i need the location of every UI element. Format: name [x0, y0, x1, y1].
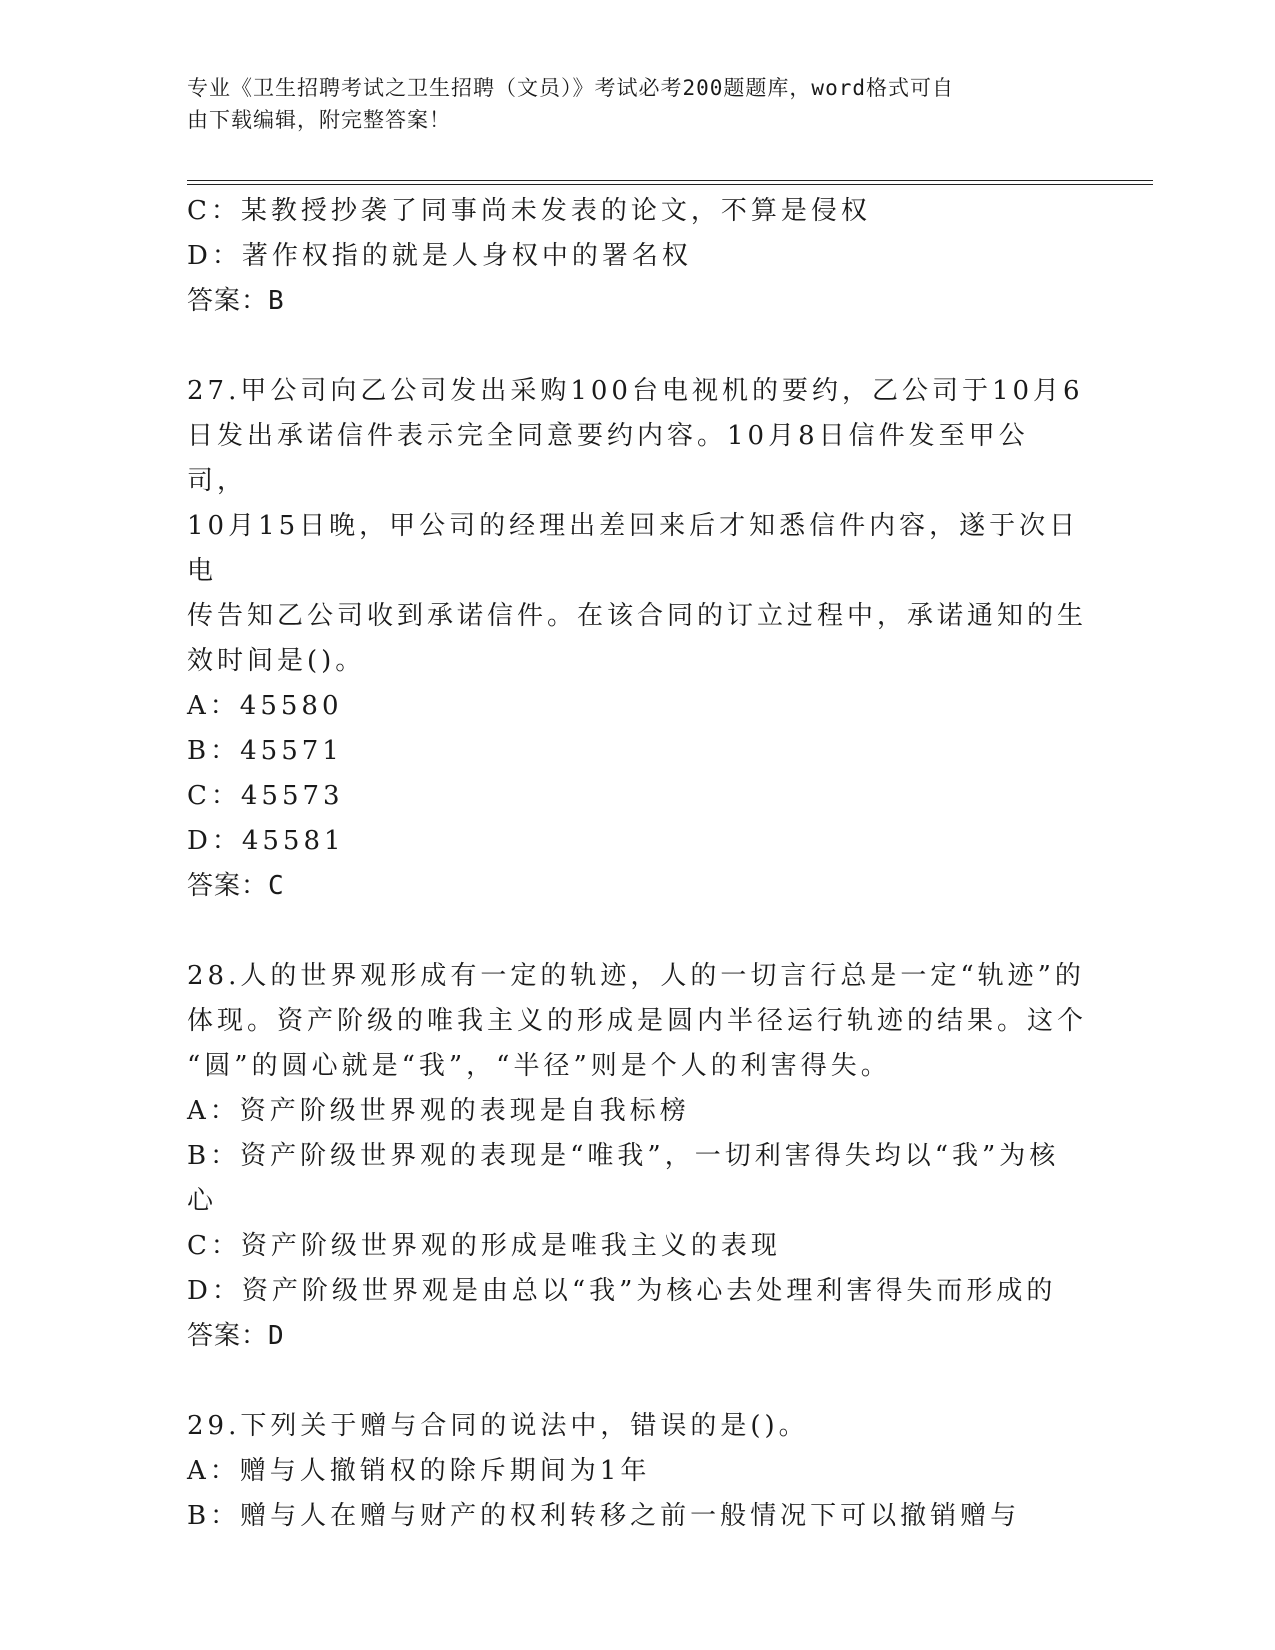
option-a: A：45580: [187, 691, 343, 721]
question-stem-line: 日发出承诺信件表示完全同意要约内容。10月8日信件发至甲公司，: [187, 421, 1029, 496]
question-stem-line: 28.人的世界观形成有一定的轨迹，人的一切言行总是一定“轨迹”的: [187, 961, 1085, 991]
header-rule-bottom: [187, 184, 1153, 185]
spacer: [187, 324, 1087, 369]
question-stem-line: 27.甲公司向乙公司发出采购100台电视机的要约，乙公司于10月6: [187, 376, 1084, 406]
question-stem-line: 传告知乙公司收到承诺信件。在该合同的订立过程中，承诺通知的生: [187, 601, 1088, 631]
question-stem-line: 29.下列关于赠与合同的说法中，错误的是()。: [187, 1411, 809, 1441]
option-c: C：资产阶级世界观的形成是唯我主义的表现: [187, 1231, 781, 1261]
option-c: C：某教授抄袭了同事尚未发表的论文，不算是侵权: [187, 196, 871, 226]
spacer: [187, 1359, 1087, 1404]
question-29: [187, 1404, 1087, 1539]
question-28: [187, 954, 1087, 1359]
header-rule-top: [187, 180, 1153, 181]
question-stem-line: 10月15日晚，甲公司的经理出差回来后才知悉信件内容，遂于次日电: [187, 511, 1080, 586]
option-d: D：资产阶级世界观是由总以“我”为核心去处理利害得失而形成的: [187, 1276, 1057, 1306]
document-header: [187, 72, 1067, 136]
answer-line: 答案：D: [187, 1321, 285, 1351]
question-stem-line: 体现。资产阶级的唯我主义的形成是圆内半径运行轨迹的结果。这个: [187, 1006, 1088, 1036]
option-b: B：资产阶级世界观的表现是“唯我”，一切利害得失均以“我”为核: [187, 1141, 1060, 1171]
option-b: B：45571: [187, 736, 343, 766]
header-line-1: 专业《卫生招聘考试之卫生招聘（文员）》考试必考200题题库，word格式可自: [187, 76, 954, 100]
question-26-tail: [187, 189, 1087, 324]
answer-line: 答案：B: [187, 286, 285, 316]
document-body: [187, 189, 1087, 1539]
question-stem-line: 效时间是()。: [187, 646, 366, 676]
option-c: C：45573: [187, 781, 344, 811]
option-b: B：赠与人在赠与财产的权利转移之前一般情况下可以撤销赠与: [187, 1501, 1021, 1531]
option-a: A：赠与人撤销权的除斥期间为1年: [187, 1456, 651, 1486]
spacer: [187, 909, 1087, 954]
header-line-2: 由下载编辑，附完整答案！: [187, 108, 451, 132]
question-27: [187, 369, 1087, 909]
question-stem-line: “圆”的圆心就是“我”，“半径”则是个人的利害得失。: [187, 1051, 891, 1081]
option-a: A：资产阶级世界观的表现是自我标榜: [187, 1096, 690, 1126]
answer-line: 答案：C: [187, 871, 285, 901]
option-d: D：45581: [187, 826, 345, 856]
option-d: D：著作权指的就是人身权中的署名权: [187, 241, 692, 271]
option-b-continued: 心: [187, 1186, 218, 1216]
